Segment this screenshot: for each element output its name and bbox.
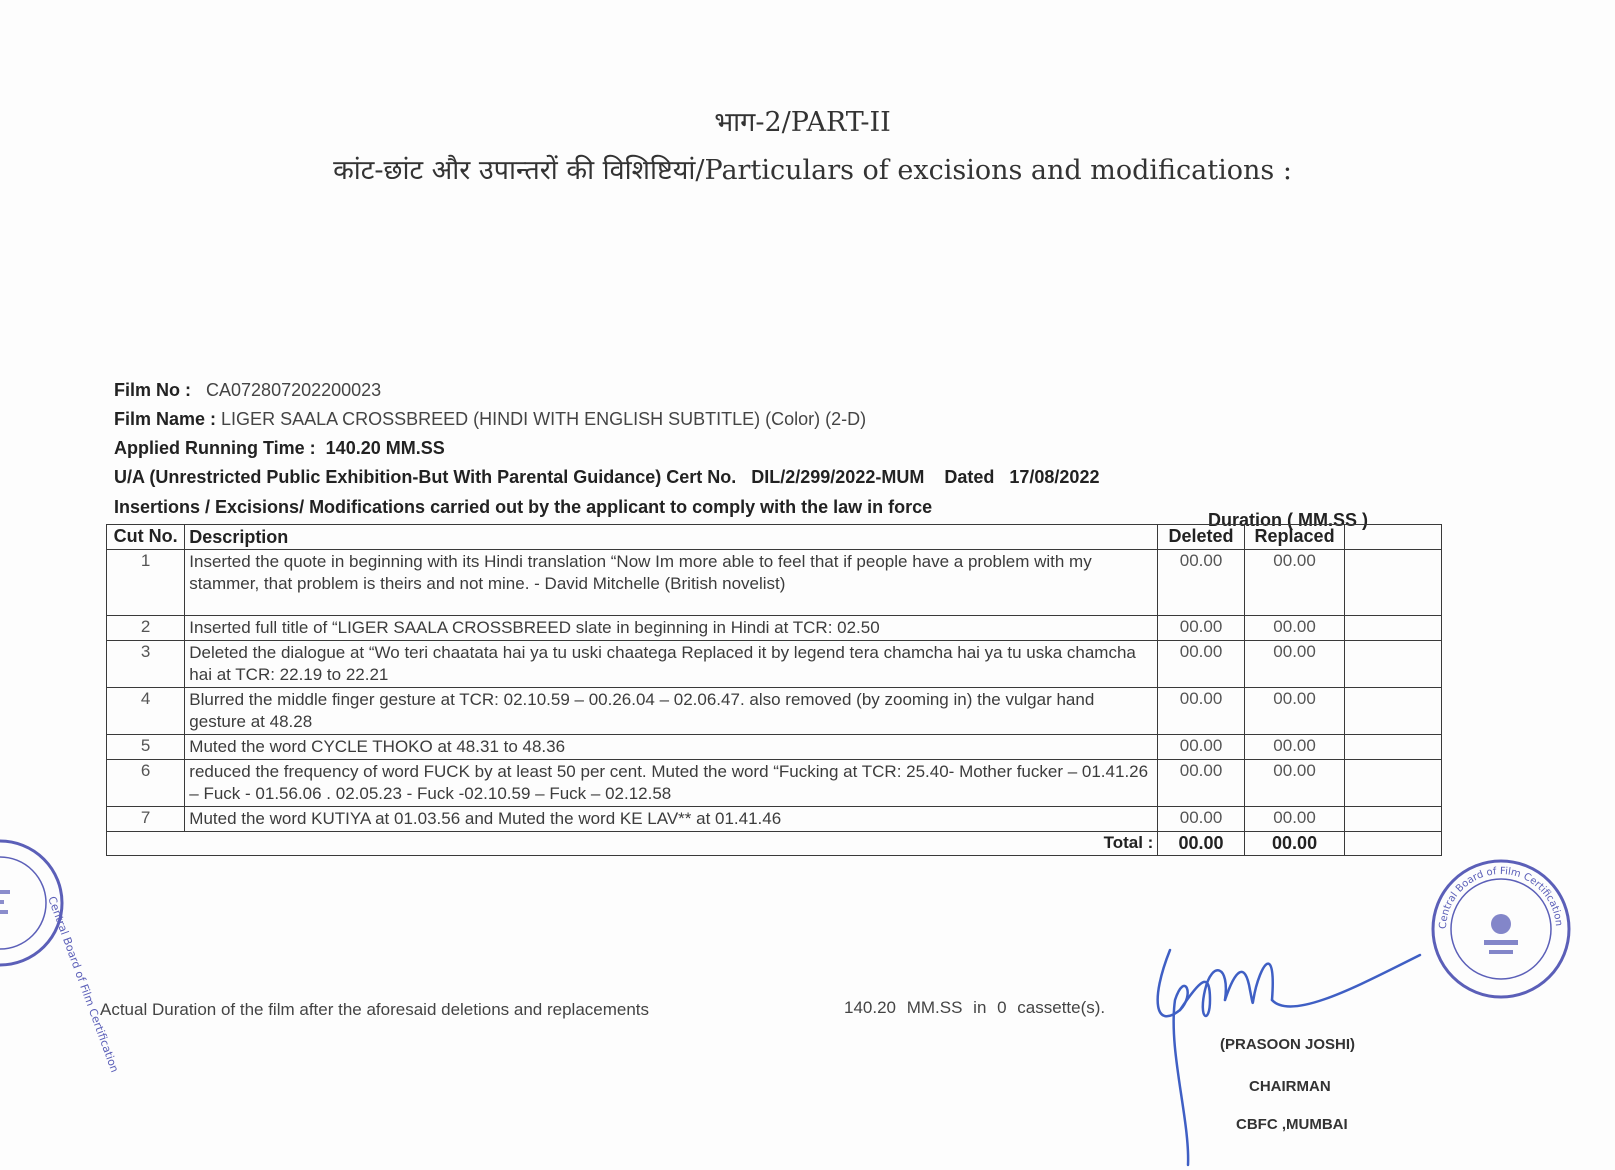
actual-duration-label: Actual Duration of the film after the aforesaid deletions and replacements [100, 1000, 650, 1019]
table-row [107, 550, 1442, 616]
blank-cell [1345, 641, 1442, 688]
replaced-value: 00.00 [1244, 616, 1345, 641]
cut-no: 3 [107, 641, 185, 688]
table-row [107, 688, 1442, 735]
total-label: Total : [107, 832, 1158, 856]
replaced-value: 00.00 [1244, 807, 1345, 832]
running-time-label: Applied Running Time : [114, 438, 316, 458]
document-title: कांट-छांट और उपान्तरों की विशिष्टियां/Particulars of excisions and modifications : [333, 155, 1292, 186]
cut-description: Muted the word KUTIYA at 01.03.56 and Muted the word KE LAV** at 01.41.46 [185, 807, 1158, 832]
part-heading: भाग-2/PART-II [714, 107, 891, 138]
cbfc-seal-right [1426, 854, 1576, 1004]
running-time-value: 140.20 MM.SS [325, 438, 445, 458]
blank-cell [1345, 616, 1442, 641]
cut-no: 7 [107, 807, 185, 832]
signatory-name: (PRASOON JOSHI) [1220, 1036, 1356, 1053]
deleted-header: Deleted [1158, 525, 1244, 550]
table-row [107, 760, 1442, 807]
section-heading: Insertions / Excisions/ Modifications carried out by the applicant to comply with the law in force [114, 497, 933, 517]
replaced-value: 00.00 [1244, 735, 1345, 760]
deleted-value: 00.00 [1158, 616, 1244, 641]
film-no-label: Film No : [114, 380, 191, 400]
dated-label: Dated [944, 467, 995, 487]
deleted-value: 00.00 [1158, 735, 1244, 760]
cbfc-seal-left [0, 828, 122, 1075]
cut-no: 4 [107, 688, 185, 735]
seal-ring-text: Central Board of Film Certification [1437, 865, 1564, 930]
description-header: Description [185, 525, 1158, 550]
cut-no: 5 [107, 735, 185, 760]
cert-label: U/A (Unrestricted Public Exhibition-But With Parental Guidance) Cert No. [114, 467, 737, 487]
blank-cell [1345, 735, 1442, 760]
blank-cell [1345, 550, 1442, 616]
film-name-value: LIGER SAALA CROSSBREED (HINDI WITH ENGLISH SUBTITLE) (Color) (2-D) [221, 409, 867, 429]
cut-description: Inserted full title of “LIGER SAALA CROSSBREED slate in beginning in Hindi at TCR: 02.50 [185, 616, 1158, 641]
blank-cell [1345, 832, 1442, 856]
table-header-row [107, 525, 1442, 550]
replaced-value: 00.00 [1244, 760, 1345, 807]
cut-description: reduced the frequency of word FUCK by at least 50 per cent. Muted the word “Fucking at TCR: 25.40- Mother fucker – 01.41.26 – Fuck - 01.56.06 . 02.05.23 - Fuck -02.10.59 – Fuck – 02.12.58 [185, 760, 1158, 807]
deleted-value: 00.00 [1158, 688, 1244, 735]
blank-cell [1345, 760, 1442, 807]
cut-description: Blurred the middle finger gesture at TCR: 02.10.59 – 00.26.04 – 02.06.47. also removed (by zooming in) the vulgar hand gesture at 48.28 [185, 688, 1158, 735]
cut-no-header: Cut No. [107, 525, 185, 550]
replaced-value: 00.00 [1244, 641, 1345, 688]
signatory-office: CBFC ,MUMBAI [1236, 1116, 1348, 1133]
table-row [107, 641, 1442, 688]
chairman-signature [1150, 940, 1440, 1170]
cut-no: 2 [107, 616, 185, 641]
blank-header [1345, 525, 1442, 550]
deleted-value: 00.00 [1158, 807, 1244, 832]
replaced-value: 00.00 [1244, 550, 1345, 616]
dated-value: 17/08/2022 [1009, 467, 1100, 487]
table-row [107, 616, 1442, 641]
blank-cell [1345, 807, 1442, 832]
total-row [107, 832, 1442, 856]
excisions-table [106, 524, 1442, 856]
cut-description: Muted the word CYCLE THOKO at 48.31 to 48.36 [185, 735, 1158, 760]
deleted-value: 00.00 [1158, 641, 1244, 688]
cert-number: DIL/2/299/2022-MUM [751, 467, 925, 487]
duration-heading: Duration ( MM.SS ) [1208, 510, 1368, 530]
deleted-value: 00.00 [1158, 760, 1244, 807]
cut-description: Deleted the dialogue at “Wo teri chaatata hai ya tu uski chaatega Replaced it by legend tera chamcha hai ya tu uska chamcha hai at TCR: 22.19 to 22.21 [185, 641, 1158, 688]
total-replaced: 00.00 [1244, 832, 1345, 856]
signatory-title: CHAIRMAN [1249, 1078, 1331, 1095]
table-row [107, 735, 1442, 760]
film-no-value: CA072807202200023 [206, 380, 382, 400]
film-name-line [114, 409, 866, 430]
running-time-line [114, 438, 445, 459]
deleted-value: 00.00 [1158, 550, 1244, 616]
cut-description: Inserted the quote in beginning with its Hindi translation “Now Im more able to feel that if people have a problem with my stammer, that problem is theirs and not mine. - David Mitchelle (British novelist) [185, 550, 1158, 616]
cut-no: 6 [107, 760, 185, 807]
table-row [107, 807, 1442, 832]
actual-duration-value: 140.20 MM.SS in 0 cassette(s). [844, 998, 1106, 1017]
film-no-line [114, 380, 381, 401]
replaced-value: 00.00 [1244, 688, 1345, 735]
total-deleted: 00.00 [1158, 832, 1244, 856]
replaced-header: Replaced [1244, 525, 1345, 550]
certificate-line [114, 467, 1099, 488]
blank-cell [1345, 688, 1442, 735]
seal-text: Central Board of Film Certification [45, 894, 122, 1075]
cut-no: 1 [107, 550, 185, 616]
film-name-label: Film Name : [114, 409, 217, 429]
